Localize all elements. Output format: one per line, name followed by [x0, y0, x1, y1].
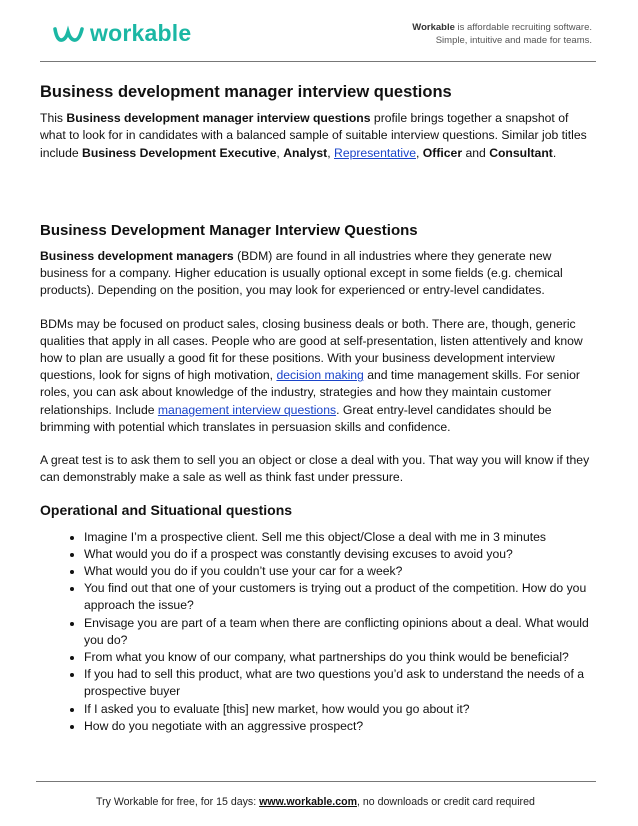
list-item: • From what you know of our company, what partnerships do you think would be beneficial?	[84, 649, 596, 666]
list-item: • How do you negotiate with an aggressive prospect?	[84, 718, 596, 735]
paragraph-text: . Great entry-level candidates should be brimming with potential which translates in persuasion skills and confidence.	[40, 402, 552, 434]
workable-website-link[interactable]: www.workable.com	[259, 796, 358, 808]
intro-text: This	[40, 111, 67, 126]
paragraph-test: A great test is to ask them to sell you an object or close a deal with you. That way you will know if they can demonstrably make a sale as well as think fast under pressure.	[40, 453, 590, 485]
intro-text: ,	[276, 145, 284, 160]
intro-bold-profile: Business development manager interview questions	[66, 111, 371, 126]
document-body	[40, 84, 596, 735]
tagline-line1: is affordable recruiting software.	[454, 22, 592, 33]
paragraph-qualities	[40, 316, 596, 436]
tagline	[412, 21, 592, 47]
intro-paragraph	[40, 110, 596, 162]
page-title: Business development manager interview questions	[40, 83, 452, 101]
workable-logo[interactable]	[52, 20, 191, 47]
paragraph-overview	[40, 248, 596, 300]
list-item: • What would you do if a prospect was constantly devising excuses to avoid you?	[84, 546, 596, 563]
page-header	[0, 0, 638, 62]
header-divider	[40, 61, 596, 62]
page-footer	[96, 796, 535, 808]
management-questions-link[interactable]: management interview questions	[157, 402, 337, 417]
tagline-brand: Workable	[412, 22, 455, 33]
intro-text: and	[462, 145, 490, 160]
list-item: • Envisage you are part of a team when there are conflicting opinions about a deal. What would you do?	[84, 615, 596, 649]
paragraph-text: BDMs may be focused on product sales, closing business deals or both. There are, though, generic qualities that apply in all cases. People who are good at self-presentation, listen attentively and know how to plan are usually a good fit for these positions. With your business development interview questions, look for signs of high motivation,	[40, 316, 583, 383]
footer-text: Try Workable for free, for 15 days:	[96, 796, 260, 808]
job-title-officer: Officer	[422, 145, 463, 160]
intro-text: ,	[416, 145, 423, 160]
job-title-analyst: Analyst	[283, 145, 328, 160]
logo-text: workable	[90, 20, 192, 46]
tagline-line2: Simple, intuitive and made for teams.	[435, 35, 592, 46]
bold-term: Business development managers	[40, 249, 234, 264]
workable-logo-icon	[52, 23, 86, 45]
list-item: • What would you do if you couldn’t use your car for a week?	[84, 563, 596, 580]
list-item: • You find out that one of your customers is trying out a product of the competition. How do you approach the issue?	[84, 580, 596, 614]
subheading-operational: Operational and Situational questions	[40, 502, 293, 519]
list-item: • Imagine I’m a prospective client. Sell me this object/Close a deal with me in 3 minutes	[84, 529, 596, 546]
paragraph-text: (BDM) are found in all industries where they generate new business for a company. Higher education is usually optional except in some fields (e.g. chemical products). Depending on the position, you may look for experienced or entry-level candidates.	[40, 249, 563, 298]
job-title-executive: Business Development Executive	[82, 145, 277, 160]
footer-divider	[36, 781, 596, 782]
list-item: • If I asked you to evaluate [this] new market, how would you go about it?	[84, 701, 596, 718]
decision-making-link[interactable]: decision making	[276, 368, 364, 383]
questions-list	[40, 529, 596, 735]
intro-text: .	[552, 145, 557, 160]
representative-link[interactable]: Representative	[334, 145, 416, 160]
intro-text: ,	[327, 145, 335, 160]
footer-text: , no downloads or credit card required	[357, 796, 535, 808]
paragraph-text: and time management skills. For senior roles, you can ask about knowledge of the industry, strategies and how they maintain customer relationships. Include	[40, 368, 580, 417]
section-heading: Business Development Manager Interview Questions	[40, 221, 418, 239]
job-title-consultant: Consultant	[489, 145, 553, 160]
list-item: • If you had to sell this product, what are two questions you’d ask to understand the needs of a prospective buyer	[84, 666, 596, 700]
intro-text: profile brings together a snapshot of what to look for in candidates with a balanced sample of suitable interview questions. Similar job titles include	[40, 111, 587, 160]
